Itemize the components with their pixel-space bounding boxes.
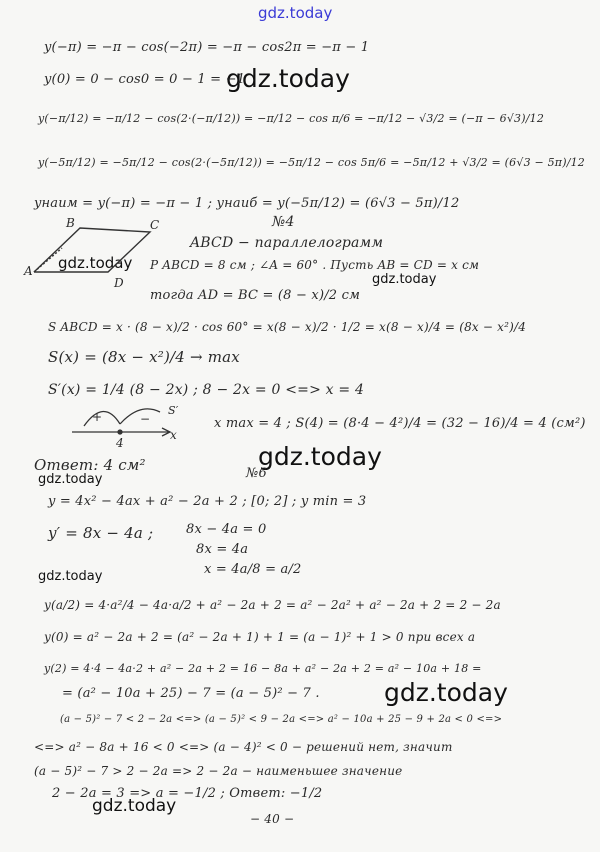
vertex-label-b: B [66,216,76,230]
watermark: gdz.today [58,254,133,272]
equation-line: ABCD − параллелограмм [190,235,384,251]
equation-line: y(−5π/12) = −5π/12 − cos(2·(−5π/12)) = −5π/12 − cos 5π/6 = −5π/12 + √3/2 = (6√3 − 5π)/12 [38,156,585,169]
page-number: − 40 − [250,812,295,826]
equation-line: S ABCD = x · (8 − x)/2 · cos 60° = x(8 − x)/2 · 1/2 = x(8 − x)/4 = (8x − x²)/4 [48,320,527,334]
vertex-label-c: C [150,218,160,232]
equation-line: P ABCD = 8 см ; ∠A = 60° . Пусть AB = CD = x см [150,258,480,272]
equation-line: (a − 5)² − 7 < 2 − 2a <=> (a − 5)² < 9 − 2a <=> a² − 10a + 25 − 9 + 2a < 0 <=> [60,714,503,725]
equation-line: S(x) = (8x − x²)/4 → max [48,348,240,366]
watermark: gdz.today [258,442,382,471]
equation-line: 8x − 4a = 0 [186,522,267,537]
vertex-label-a: A [24,264,33,278]
sign-extremum-label: S′ [168,404,179,417]
equation-line: y(−π/12) = −π/12 − cos(2·(−π/12)) = −π/12 − cos π/6 = −π/12 − √3/2 = (−π − 6√3)/12 [38,112,545,125]
equation-line: y(2) = 4·4 − 4a·2 + a² − 2a + 2 = 16 − 8a + a² − 2a + 2 = a² − 10a + 18 = [44,662,482,675]
sign-axis-label: x [170,428,177,442]
equation-line: (a − 5)² − 7 > 2 − 2a => 2 − 2a − наименьшее значение [34,764,403,778]
watermark: gdz.today [38,472,103,487]
problem-number: №6 [246,466,267,481]
watermark: gdz.today [38,569,103,584]
sign-plus: + [92,410,103,424]
equation-line: <=> a² − 8a + 16 < 0 <=> (a − 4)² < 0 − решений нет, значит [34,740,453,754]
answer-line: Ответ: 4 см² [34,456,146,474]
watermark-top: gdz.today [258,4,333,22]
problem-number: №4 [272,214,295,230]
equation-line: y(0) = 0 − cos0 = 0 − 1 = −1 [44,72,246,87]
sign-minus: − [140,412,151,426]
watermark: gdz.today [384,678,508,707]
watermark: gdz.today [226,64,350,93]
equation-line: = (a² − 10a + 25) − 7 = (a − 5)² − 7 . [62,686,320,701]
vertex-label-d: D [114,276,124,290]
equation-line: y(a/2) = 4·a²/4 − 4a·a/2 + a² − 2a + 2 = a² − 2a² + a² − 2a + 2 = 2 − 2a [44,598,501,612]
equation-line: тогда AD = BC = (8 − x)/2 см [150,288,361,303]
sign-point: 4 [116,436,124,450]
equation-line: S′(x) = 1/4 (8 − 2x) ; 8 − 2x = 0 <=> x = 4 [48,382,365,398]
equation-line: x = 4a/8 = a/2 [204,562,302,577]
equation-line: 8x = 4a [196,542,249,557]
equation-line: y = 4x² − 4ax + a² − 2a + 2 ; [0; 2] ; y min = 3 [48,494,367,509]
watermark: gdz.today [372,272,437,287]
equation-line: y(−π) = −π − cos(−2π) = −π − cos2π = −π − 1 [44,40,370,55]
equation-line: yнаим = y(−π) = −π − 1 ; yнаиб = y(−5π/12) = (6√3 − 5π)/12 [34,196,460,211]
equation-line: x max = 4 ; S(4) = (8·4 − 4²)/4 = (32 − 16)/4 = 4 (см²) [214,416,586,431]
answer-line: 2 − 2a = 3 => a = −1/2 ; Ответ: −1/2 [52,786,323,801]
equation-line: y′ = 8x − 4a ; [48,524,154,542]
watermark: gdz.today [92,796,177,816]
equation-line: y(0) = a² − 2a + 2 = (a² − 2a + 1) + 1 = (a − 1)² + 1 > 0 при всех a [44,630,476,644]
